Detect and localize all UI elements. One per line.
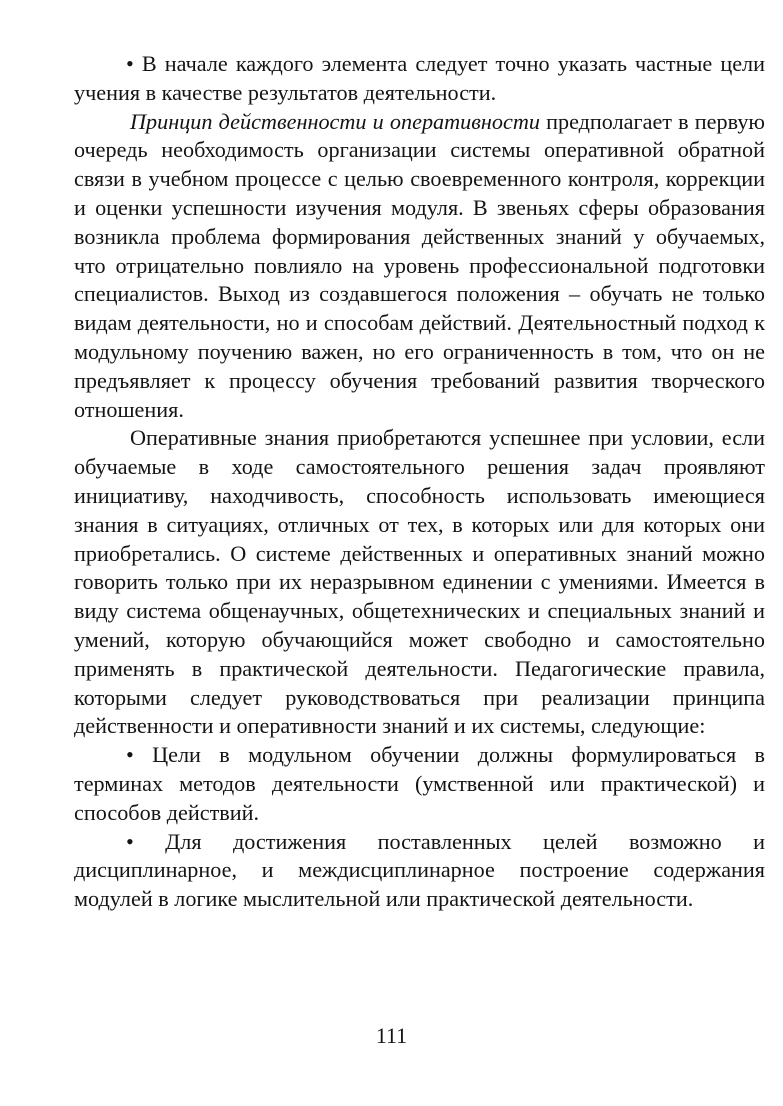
main-text [74,50,765,914]
principle-title: Принцип действенности и оперативности [130,108,540,134]
principle-paragraph [74,108,765,425]
operative-knowledge-paragraph: Оперативные знания приобретаются успешнее при условии, если обучаемые в ходе самостоятельного решения задач проявляют инициативу, находчивость, способность использовать имеющиеся знания в ситуациях, отличных от тех, в которых или для которых они приобретались. О системе действенных и оперативных знаний можно говорить только при их неразрывном единении с умениями. Имеется в виду система общенаучных, общетехнических и специальных знаний и умений, которую обучающийся может свободно и самостоятельно применять в практической деятельности. Педагогические правила, которыми следует руководствоваться при реализации принципа действенности и оперативности знаний и их системы, следующие: [74,425,765,739]
page-number: 111 [375,1023,408,1048]
bullet-paragraph-goals-terms: • Цели в модульном обучении должны формулироваться в терминах методов деятельности (умственной или практической) и способов действий. [74,742,765,825]
principle-body: предполагает в первую очередь необходимость организации системы оперативной обратной связи в учебном процессе с целью своевременного контроля, коррекции и оценки успешности изучения модуля. В звеньях сферы образования возникла проблема формирования действенных знаний у обучаемых, что отрицательно повлияло на уровень профессиональной подготовки специалистов. Выход из создавшегося положения – обучать не только видам деятельности, но и способам действий. Деятельностный подход к модульному поучению важен, но его ограниченность в том, что он не предъявляет к процессу обучения требований развития творческого отношения. [74,108,765,422]
bullet-paragraph-goals-at-start: • В начале каждого элемента следует точно указать частные цели учения в качестве результатов деятельности. [74,51,765,105]
bullet-paragraph-content-structure: • Для достижения поставленных целей возможно и дисциплинарное, и междисциплинарное построение содержания модулей в логике мыслительной или практической деятельности. [74,828,765,912]
